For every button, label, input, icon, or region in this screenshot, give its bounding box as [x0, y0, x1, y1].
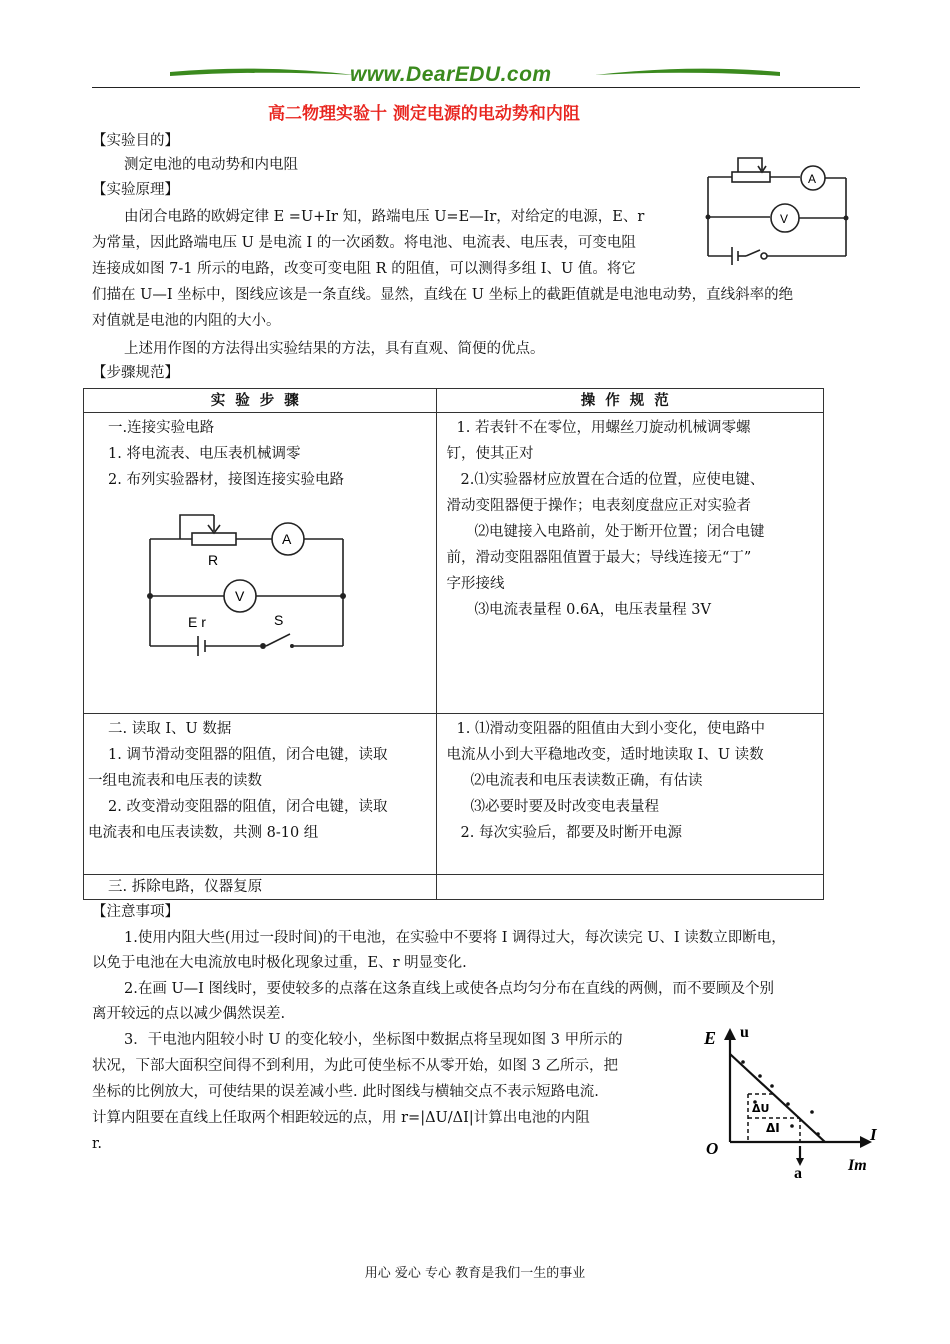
norm-text: 1. ⑴滑动变阻器的阻值由大到小变化，使电路中 [456, 721, 765, 737]
graph-a-label: a [794, 1165, 802, 1182]
graph-origin-label: O [706, 1139, 719, 1158]
ui-graph [700, 1024, 890, 1184]
note-line: 离开较远的点以减少偶然误差. [92, 1006, 286, 1022]
table-cell [84, 714, 437, 875]
voltmeter-label: V [235, 588, 245, 604]
note-line: 坐标的比例放大，可使结果的误差减小些. 此时图线与横轴交点不表示短路电流. [92, 1084, 599, 1100]
steps-table [83, 388, 824, 900]
norm-text: ⑵电键接入电路前，处于断开位置；闭合电键 [474, 524, 765, 540]
norm-text: ⑶电流表量程 0.6A，电压表量程 3V [474, 602, 711, 618]
step-text: 一.连接实验电路 [108, 420, 215, 436]
step-text: 三. 拆除电路，仪器复原 [108, 879, 263, 895]
principle-line: 为常量，因此路端电压 U 是电流 I 的一次函数。将电池、电流表、电压表，可变电阻 [92, 235, 636, 251]
step-text: 二. 读取 I、U 数据 [108, 721, 232, 737]
header-rule [92, 87, 860, 88]
note-line: 计算内阻要在直线上任取两个相距较远的点，用 r=|ΔU/ΔI|计算出电池的内阻 [92, 1110, 590, 1126]
norm-text: 2.⑴实验器材应放置在合适的位置，应使电键、 [460, 472, 765, 488]
table-cell [84, 413, 437, 714]
norm-text: 字形接线 [446, 576, 505, 592]
principle-heading: 【实验原理】 [92, 182, 179, 198]
note-line: 3．干电池内阻较小时 U 的变化较小，坐标图中数据点将呈现如图 3 甲所示的 [124, 1032, 623, 1048]
circuit-diagram-table [142, 503, 352, 668]
norm-text: ⑵电流表和电压表读数正确，有估读 [470, 773, 703, 789]
notes-heading: 【注意事项】 [92, 904, 179, 920]
page-title: 高二物理实验十 测定电源的电动势和内阻 [268, 104, 580, 124]
principle-line: 们描在 U—I 坐标中，图线应该是一条直线。显然，直线在 U 坐标上的截距值就是电池电动势，直线斜率的绝 [92, 287, 794, 303]
ammeter-label: A [282, 531, 292, 547]
rheostat-label: R [208, 552, 219, 568]
table-cell [436, 413, 823, 714]
principle-line: 连接成如图 7-1 所示的电路，改变可变电阻 R 的阻值，可以测得多组 I、U 值。将它 [92, 261, 636, 277]
step-text: 1. 调节滑动变阻器的阻值，闭合电键，读取 [108, 747, 388, 763]
note-line: 状况，下部大面积空间得不到利用，为此可使坐标不从零开始，如图 3 乙所示，把 [92, 1058, 618, 1074]
graph-e-label: E [704, 1028, 717, 1048]
voltmeter-label: V [780, 212, 789, 226]
step-text: 2. 改变滑动变阻器的阻值，闭合电键，读取 [108, 799, 388, 815]
norm-text: 电流从小到大平稳地改变，适时地读取 I、U 读数 [446, 747, 764, 763]
purpose-text: 测定电池的电动势和内电阻 [124, 157, 298, 173]
step-text: 电流表和电压表读数，共测 8-10 组 [88, 825, 319, 841]
purpose-heading: 【实验目的】 [92, 133, 179, 149]
graph-di-label: ΔI [766, 1121, 780, 1135]
steps-heading: 【步骤规范】 [92, 365, 179, 381]
table-header-steps: 实验步骤 [84, 389, 437, 413]
principle-note: 上述用作图的方法得出实验结果的方法，具有直观、简便的优点。 [124, 341, 545, 357]
norm-text: 滑动变阻器便于操作；电表刻度盘应正对实验者 [446, 498, 752, 514]
site-logo[interactable]: www.DearEDU.com [350, 63, 552, 86]
step-text: 2. 布列实验器材，接图连接实验电路 [108, 472, 344, 488]
principle-line: 由闭合电路的欧姆定律 E =U+Ir 知，路端电压 U=E—Ir，对给定的电源，E、r [124, 209, 645, 225]
norm-text: ⑶必要时要及时改变电表量程 [470, 799, 660, 815]
circuit-diagram-small [700, 150, 860, 272]
table-header-norms: 操作规范 [436, 389, 823, 413]
table-cell [84, 875, 437, 900]
ammeter-label: A [808, 172, 817, 186]
graph-i-label: I [870, 1125, 877, 1144]
note-line: 以免于电池在大电流放电时极化现象过重，E、r 明显变化. [92, 955, 467, 971]
norm-text: 1. 若表针不在零位，用螺丝刀旋动机械调零螺 [456, 420, 751, 436]
note-line: 1.使用内阻大些(用过一段时间)的干电池，在实验中不要将 I 调得过大，每次读完 U、I 读数立即断电， [124, 930, 786, 946]
battery-label: E r [188, 614, 206, 630]
note-line: r. [92, 1136, 102, 1152]
table-cell [436, 875, 823, 900]
graph-du-label: ΔU [752, 1102, 770, 1115]
table-cell [436, 714, 823, 875]
norm-text: 2. 每次实验后，都要及时断开电源 [460, 825, 682, 841]
note-line: 2.在画 U—I 图线时，要使较多的点落在这条直线上或使各点均匀分布在直线的两侧，而不要顾及个别 [124, 981, 774, 997]
step-text: 1. 将电流表、电压表机械调零 [108, 446, 301, 462]
step-text: 一组电流表和电压表的读数 [88, 773, 262, 789]
norm-text: 钉，使其正对 [446, 446, 534, 462]
graph-u-label: u [740, 1024, 749, 1041]
norm-text: 前，滑动变阻器阻值置于最大；导线连接无“丁” [446, 550, 752, 566]
principle-line: 对值就是电池的内阻的大小。 [92, 313, 281, 329]
graph-im-label: Im [848, 1157, 867, 1174]
switch-label: S [274, 612, 284, 628]
page-footer: 用心 爱心 专心 教育是我们一生的事业 [364, 1266, 586, 1281]
